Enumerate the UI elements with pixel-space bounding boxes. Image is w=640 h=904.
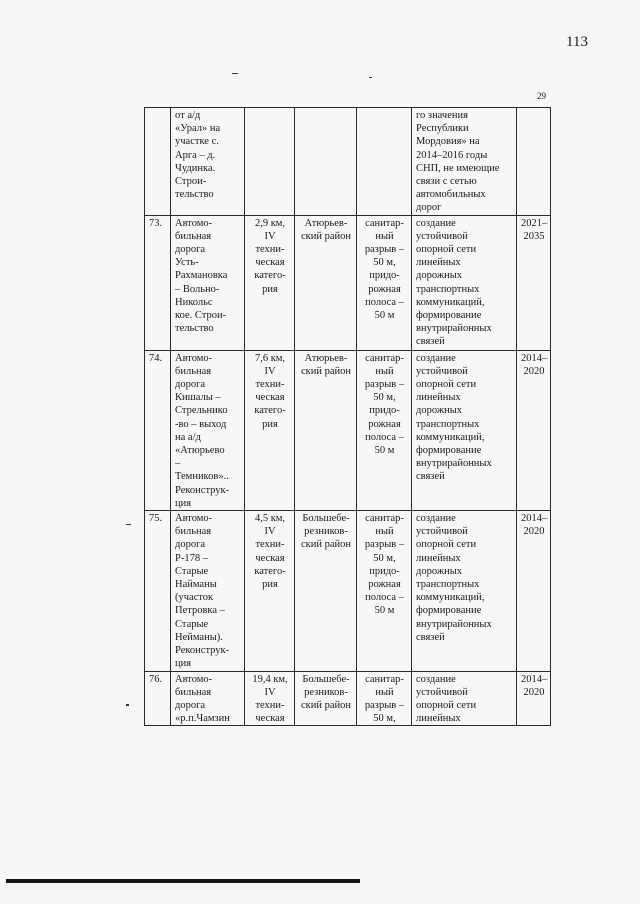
row-number: 76. bbox=[145, 671, 171, 726]
object-name: Автомо- бильная дорога Кишалы – Стрельнико -во – выход на а/д «Атюрьево – Темников».. Реконструк- ция bbox=[171, 350, 245, 510]
row-number: 74. bbox=[145, 350, 171, 510]
object-purpose: создание устойчивой опорной сети линейных дорожных транспортных коммуникаций, формирование внутрирайонных связей bbox=[412, 215, 517, 350]
object-name: от а/д «Урал» на участке с. Арга – д. Чудинка. Строи- тельство bbox=[171, 108, 245, 216]
object-parameters: 19,4 км, IV техни- ческая bbox=[245, 671, 295, 726]
object-district: Большебе- резников- ский район bbox=[295, 671, 357, 726]
object-district bbox=[295, 108, 357, 216]
object-name: Автомо- бильная дорога «р.п.Чамзин bbox=[171, 671, 245, 726]
object-district: Атюрьев- ский район bbox=[295, 350, 357, 510]
object-purpose: создание устойчивой опорной сети линейных bbox=[412, 671, 517, 726]
protection-zone: санитар- ный разрыв – 50 м, придо- рожная полоса – 50 м bbox=[357, 511, 412, 671]
page-number: 113 bbox=[566, 34, 588, 50]
table-row bbox=[145, 215, 551, 350]
scan-speck bbox=[369, 77, 372, 78]
sub-page-number: 29 bbox=[537, 91, 546, 101]
object-name: Автомо- бильная дорога Усть- Рахмановка – Вольно- Никольс кое. Строи- тельство bbox=[171, 215, 245, 350]
object-name: Автомо- бильная дорога Р-178 – Старые Найманы (участок Петровка – Старые Нейманы). Реконструк- ция bbox=[171, 511, 245, 671]
scan-speck bbox=[126, 524, 131, 525]
scan-speck bbox=[126, 704, 129, 706]
protection-zone bbox=[357, 108, 412, 216]
object-parameters: 2,9 км, IV техни- ческая катего- рия bbox=[245, 215, 295, 350]
scan-speck bbox=[232, 73, 238, 74]
object-parameters: 7,6 км, IV техни- ческая катего- рия bbox=[245, 350, 295, 510]
implementation-period: 2021– 2035 bbox=[517, 215, 551, 350]
object-parameters bbox=[245, 108, 295, 216]
row-number bbox=[145, 108, 171, 216]
scan-edge-rule bbox=[6, 879, 360, 883]
road-objects-table bbox=[144, 107, 551, 726]
protection-zone: санитар- ный разрыв – 50 м, придо- рожная полоса – 50 м bbox=[357, 350, 412, 510]
row-number: 75. bbox=[145, 511, 171, 671]
protection-zone: санитар- ный разрыв – 50 м, придо- рожная полоса – 50 м bbox=[357, 215, 412, 350]
implementation-period: 2014– 2020 bbox=[517, 511, 551, 671]
table-row bbox=[145, 671, 551, 726]
table-row bbox=[145, 511, 551, 671]
object-purpose: создание устойчивой опорной сети линейных дорожных транспортных коммуникаций, формирование внутрирайонных связей bbox=[412, 511, 517, 671]
object-district: Атюрьев- ский район bbox=[295, 215, 357, 350]
implementation-period: 2014– 2020 bbox=[517, 350, 551, 510]
row-number: 73. bbox=[145, 215, 171, 350]
object-purpose: создание устойчивой опорной сети линейных дорожных транспортных коммуникаций, формирование внутрирайонных связей bbox=[412, 350, 517, 510]
table-row bbox=[145, 350, 551, 510]
implementation-period bbox=[517, 108, 551, 216]
protection-zone: санитар- ный разрыв – 50 м, bbox=[357, 671, 412, 726]
table-row bbox=[145, 108, 551, 216]
object-parameters: 4,5 км, IV техни- ческая катего- рия bbox=[245, 511, 295, 671]
implementation-period: 2014– 2020 bbox=[517, 671, 551, 726]
object-district: Большебе- резников- ский район bbox=[295, 511, 357, 671]
object-purpose: го значения Республики Мордовия» на 2014–2016 годы СНП, не имеющие связи с сетью автомобильных дорог bbox=[412, 108, 517, 216]
